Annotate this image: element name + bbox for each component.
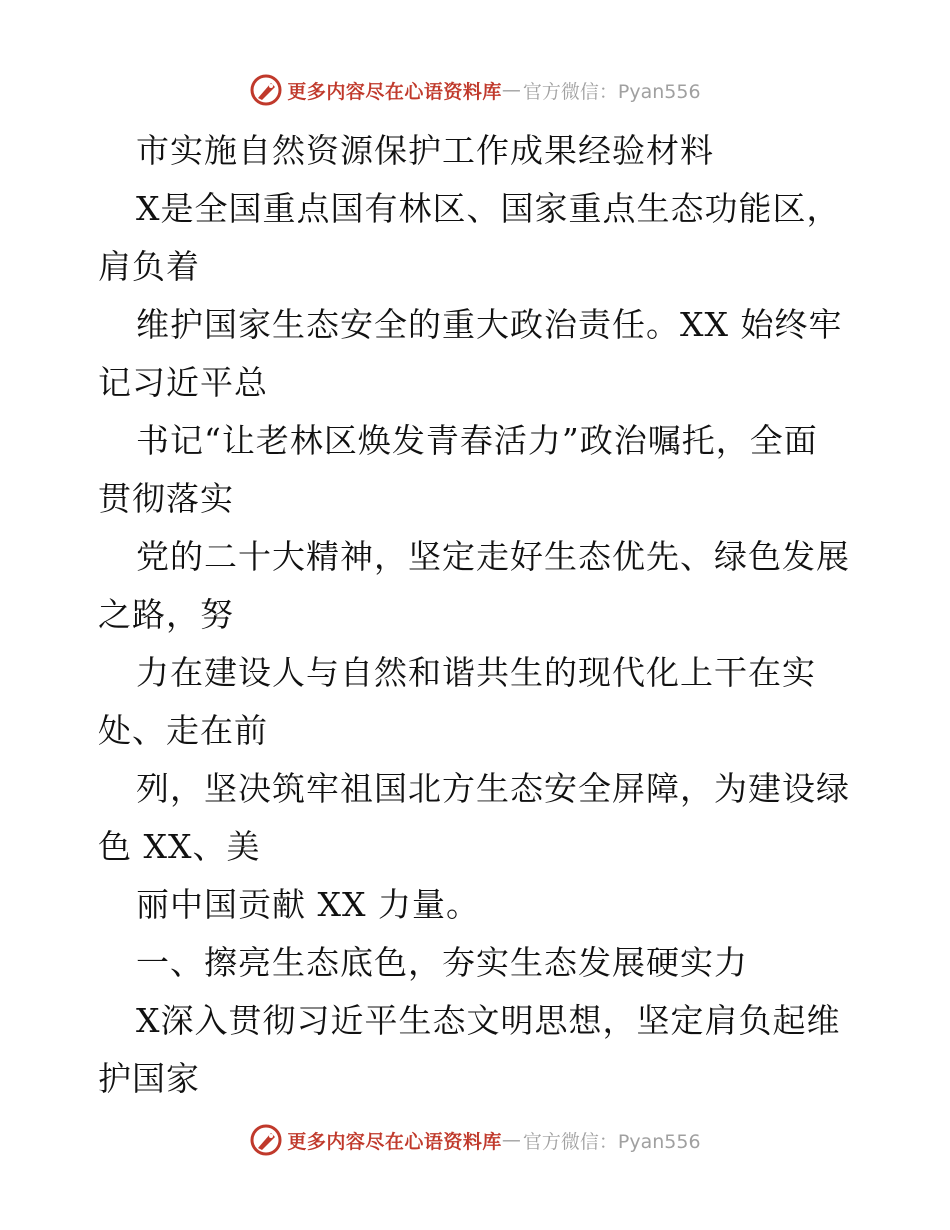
footer-watermark-banner (0, 1120, 950, 1160)
banner-wechat-text: 官方微信：Pyan556 (522, 1130, 701, 1153)
document-body (98, 122, 878, 1108)
paragraph-line: 贯彻落实 (98, 479, 234, 518)
paragraph-line: X深入贯彻习近平生态文明思想，坚定肩负起维 (136, 1001, 841, 1040)
banner-dash: — (501, 1129, 521, 1151)
paragraph-line: 维护国家生态安全的重大政治责任。XX 始终牢 (136, 305, 843, 344)
paragraph-line: 记习近平总 (98, 363, 268, 402)
paragraph-line: 之路，努 (98, 595, 234, 634)
paragraph-line: 党的二十大精神，坚定走好生态优先、绿色发展 (136, 537, 850, 576)
paragraph-line: 处、走在前 (98, 711, 268, 750)
paragraph-line: 护国家 (98, 1059, 200, 1098)
banner-main-text: 更多内容尽在心语资料库 (287, 1130, 502, 1153)
paragraph-line: 色 XX、美 (98, 827, 261, 866)
banner-dash: — (501, 79, 521, 101)
header-watermark-banner (0, 70, 950, 110)
pen-nib-logo-icon (249, 1123, 283, 1157)
paragraph-line: 丽中国贡献 XX 力量。 (136, 885, 480, 924)
paragraph-line: 书记“让老林区焕发青春活力”政治嘱托，全面 (136, 421, 818, 460)
banner-wechat-text: 官方微信：Pyan556 (522, 80, 701, 103)
paragraph-line: X是全国重点国有林区、国家重点生态功能区， (136, 189, 841, 228)
banner-main-text: 更多内容尽在心语资料库 (287, 80, 502, 103)
paragraph-line: 列，坚决筑牢祖国北方生态安全屏障，为建设绿 (136, 769, 850, 808)
section-heading: 一、擦亮生态底色，夯实生态发展硬实力 (136, 943, 748, 982)
document-title: 市实施自然资源保护工作成果经验材料 (136, 131, 714, 170)
paragraph-line: 力在建设人与自然和谐共生的现代化上干在实 (136, 653, 816, 692)
pen-nib-logo-icon (249, 73, 283, 107)
paragraph-line: 肩负着 (98, 247, 200, 286)
